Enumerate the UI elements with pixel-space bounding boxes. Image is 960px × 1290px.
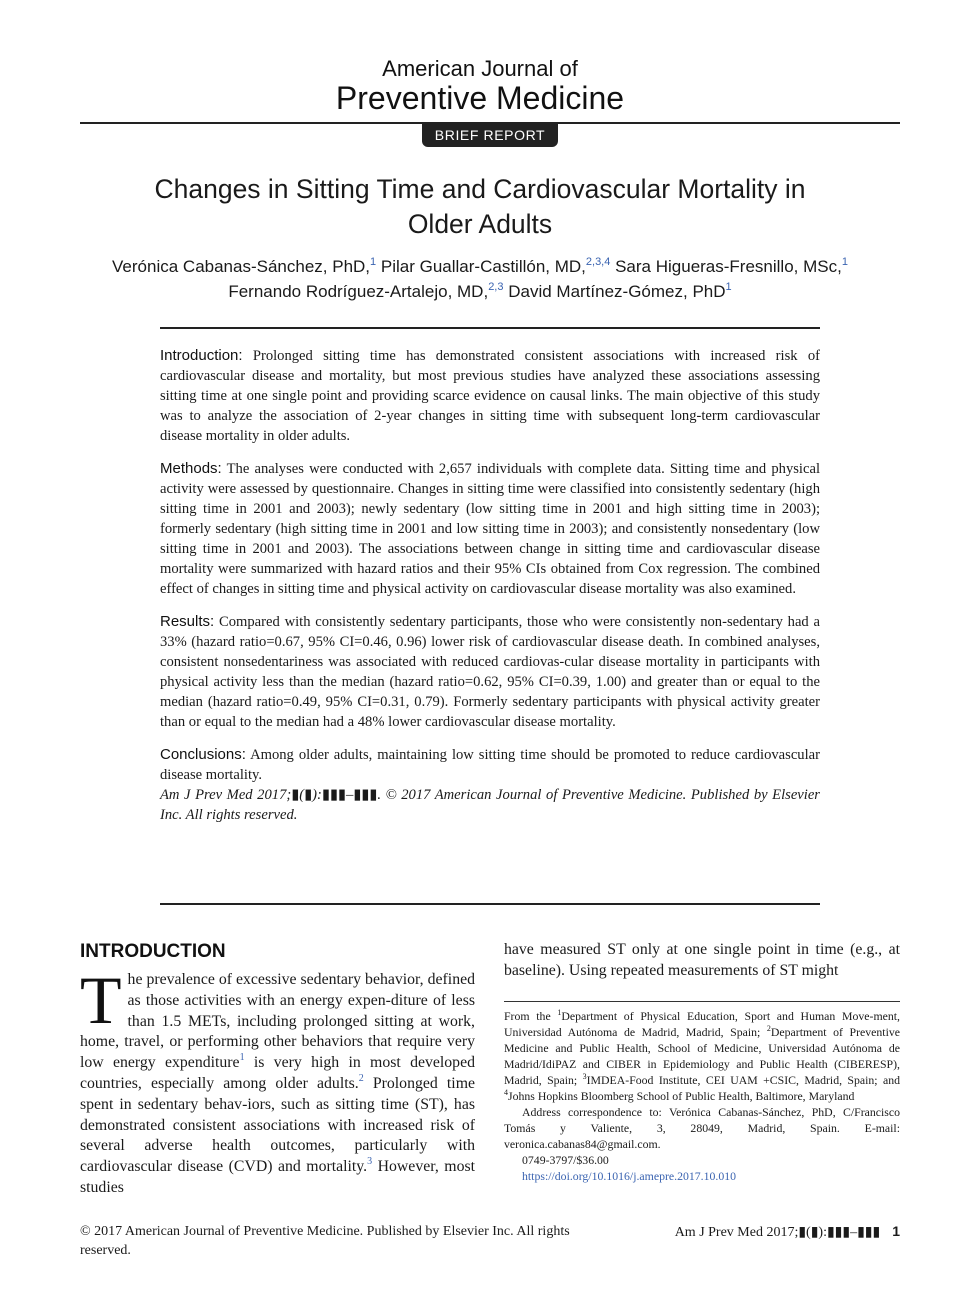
correspondence: Address correspondence to: Verónica Cabanas-Sánchez, PhD, C/Francisco Tomás y Valiente, 3, 28049, Madrid, Spain. E-mail: veronica.cabanas84@gmail.com. [504,1105,900,1151]
journal-name-line1: American Journal of [382,56,578,81]
abstract-citation: Am J Prev Med 2017;▮(▮):▮▮▮–▮▮▮. © 2017 American Journal of Preventive Medicine. Published by Elsevier Inc. All rights reserved. [160,787,820,823]
section-badge: BRIEF REPORT [422,123,558,147]
affiliation-3: IMDEA-Food Institute, CEI UAM +CSIC, Madrid, Spain; and [586,1073,900,1087]
author-affiliation[interactable]: 1 [841,256,848,268]
abstract-methods [160,459,820,599]
abstract-conclusions [160,745,820,785]
article-title: Changes in Sitting Time and Cardiovascular Mortality in Older Adults [154,174,806,239]
author-name: Pilar Guallar-Castillón, MD, [380,257,586,276]
abstract-bottom-rule [160,903,820,905]
aff-marker: 4 [504,1088,508,1097]
page-number: 1 [892,1223,900,1239]
author-affiliation[interactable]: 1 [370,256,377,268]
affiliation-prefix: From the [504,1009,558,1023]
author-affiliation[interactable]: 1 [725,281,732,293]
abstract-introduction-label: Introduction: [160,347,243,364]
author-name: Fernando Rodríguez-Artalejo, MD, [228,282,489,301]
author-name: David Martínez-Gómez, PhD [508,282,726,301]
author-name: Verónica Cabanas-Sánchez, PhD, [112,257,371,276]
journal-name-line2: Preventive Medicine [335,80,625,116]
footnote-rule [504,1001,900,1002]
footer-citation [640,1222,900,1242]
aff-marker: 1 [557,1008,562,1017]
footer-copyright: © 2017 American Journal of Preventive Medicine. Published by Elsevier Inc. All rights reserved. [80,1224,570,1258]
abstract-introduction [160,346,820,446]
intro-text-4: However, most studies [80,1158,476,1196]
abstract-conclusions-label: Conclusions: [160,746,246,763]
abstract-methods-label: Methods: [160,460,222,477]
drop-cap: T [80,962,122,1038]
affiliation-4: Johns Hopkins Bloomberg School of Public Health, Baltimore, Maryland [508,1089,855,1103]
footer-citation-text: Am J Prev Med 2017;▮(▮):▮▮▮–▮▮▮ [674,1225,881,1240]
body-right-column [504,940,900,982]
abstract-results [160,612,820,732]
aff-marker: 2 [766,1024,771,1033]
intro-continued-text: have measured ST only at one single point in time (e.g., at baseline). Using repeated measurements of ST might [504,941,900,979]
footnotes [504,1008,900,1184]
abstract-conclusions-text: Among older adults, maintaining low sitting time should be promoted to reduce cardiovascular disease mortality. [160,747,820,783]
abstract-introduction-text: Prolonged sitting time has demonstrated consistent associations with increased risk of cardiovascular disease and mortality, but most previous studies have analyzed these associations assessing sitting time at one single point and providing scarce evidence on causal links. The main objective of this study was to analyze the association of 2-year changes in sitting time with subsequent long-term cardiovascular disease mortality in older adults. [160,348,820,444]
author-name: Sara Higueras-Fresnillo, MSc, [615,257,842,276]
intro-text-2: is very high in most developed countries, especially among older adults. [80,1054,475,1092]
abstract-methods-text: The analyses were conducted with 2,657 individuals with complete data. Sitting time and physical activity were assessed by questionnaire. Changes in sitting time were classified into consistently sedentary (high sitting time in 2001 and 2003); newly sedentary (low sitting time in 2001 and high sitting time in 2003); formerly sedentary (high sitting time in 2001 and low sitting time in 2003); and consistently nonsedentary (low sitting time in 2001 and 2003). The associations between change in sitting time and cardiovascular disease mortality were summarized with hazard ratios and their 95% CIs obtained from Cox regression. The combined effect of changes in sitting time and physical activity on cardiovascular disease mortality was also examined. [160,461,820,597]
section-heading-introduction: INTRODUCTION [80,941,226,962]
intro-text-3: Prolonged time spent in sedentary behav-iors, such as sitting time (ST), has demonstrated consistent associations with increased risk of several adverse health outcomes, particularly with cardiovascular disease (CVD) and mortality. [80,1074,475,1176]
abstract [160,346,820,825]
author-affiliation[interactable]: 2,3,4 [585,256,611,268]
affiliations [504,1008,900,1104]
author-list [40,254,920,304]
abstract-results-text: Compared with consistently sedentary participants, those who were consistently non-sedentary had a 33% (hazard ratio=0.67, 95% CI=0.46, 0.96) lower risk of cardiovascular disease death. In combined analyses, consistent nonsedentariness was associated with reduced cardiovas-cular disease mortality in participants with physical activity less than the median (hazard ratio=0.62, 95% CI=0.39, 1.00) and greater than or equal to the median (hazard ratio=0.49, 95% CI=0.31, 0.79). Formerly sedentary participants with physical activity greater than or equal to the median had a 48% lower cardiovascular disease mortality. [160,614,820,730]
issn: 0749-3797/$36.00 [522,1153,609,1167]
reference-link[interactable]: 1 [239,1052,245,1064]
aff-marker: 3 [582,1072,587,1081]
author-affiliation[interactable]: 2,3 [488,281,504,293]
abstract-top-rule [160,327,820,329]
doi-link[interactable]: https://doi.org/10.1016/j.amepre.2017.10.010 [522,1169,737,1183]
affiliation-2: Department of Preventive Medicine and Public Health, School of Medicine, Universidad Autónoma de Madrid/IdiPAZ and CIBER in Epidemiology and Public Health (CIBERESP), Madrid, Spain; [504,1025,900,1087]
reference-link[interactable]: 2 [358,1072,364,1084]
intro-text-1: he prevalence of excessive sedentary behavior, defined as those activities with an energy expen-diture of less than 1.5 METs, including prolonged sitting at work, home, travel, or performing other behaviors that require very low energy expenditure [80,971,475,1072]
intro-paragraph [80,962,476,1199]
body-left-column [80,940,475,1199]
reference-link[interactable]: 3 [367,1156,373,1168]
affiliation-1: Department of Physical Education, Sport and Human Move-ment, Universidad Autónoma de Madrid, Madrid, Spain; [504,1009,900,1039]
doi-line [504,1168,900,1184]
abstract-results-label: Results: [160,613,215,630]
